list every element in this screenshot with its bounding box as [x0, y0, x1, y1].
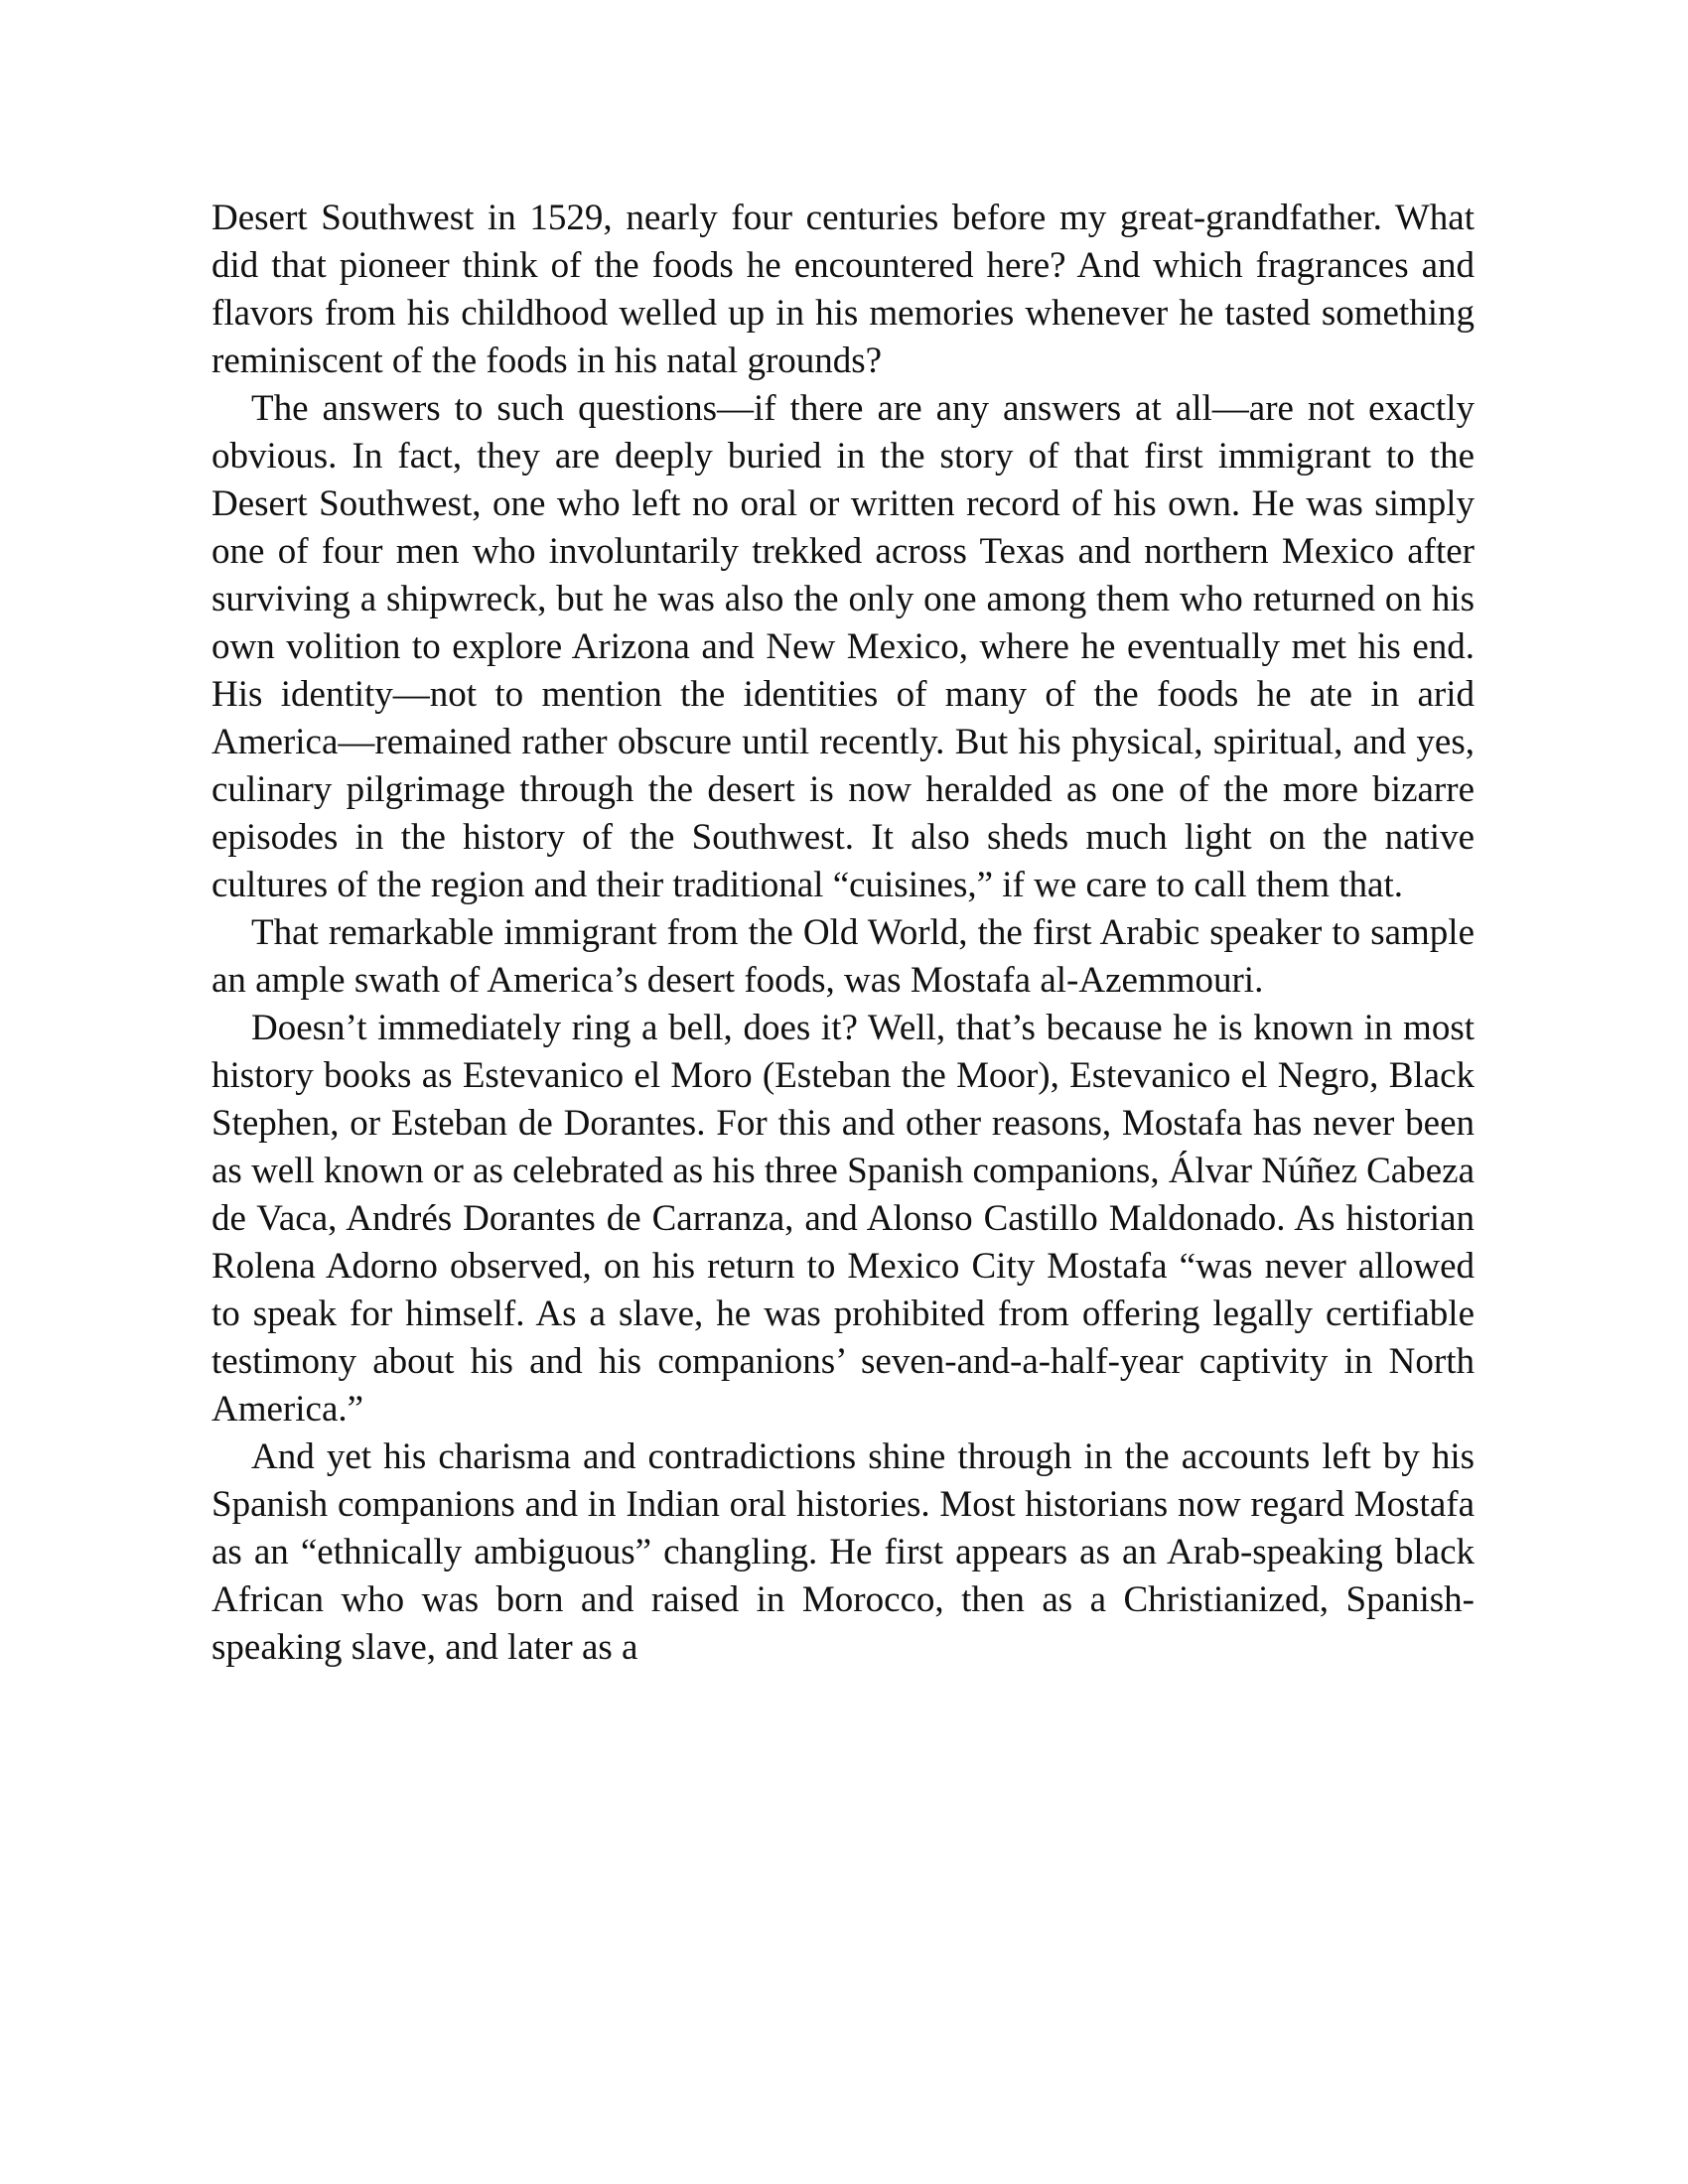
paragraph-5: And yet his charisma and contradictions shine through in the accounts left by his Spanish companions and in Indian oral histories. Most historians now regard Mostafa as an “ethnically ambiguous” changling. He first appears as an Arab-speaking black African who was born and raised in Morocco, then as a Christianized, Spanish-speaking slave, and later as a [211, 1436, 1475, 1668]
paragraph-4: Doesn’t immediately ring a bell, does it? Well, that’s because he is known in most history books as Estevanico el Moro (Esteban the Moor), Estevanico el Negro, Black Stephen, or Esteban de Dorantes. For this and other reasons, Mostafa has never been as well known or as celebrated as his three Spanish companions, Álvar Núñez Cabeza de Vaca, Andrés Dorantes de Carranza, and Alonso Castillo Maldonado. As historian Rolena Adorno observed, on his return to Mexico City Mostafa “was never allowed to speak for himself. As a slave, he was prohibited from offering legally certifiable testimony about his and his companions’ seven-and-a-half-year captivity in North America.” [211, 1008, 1475, 1430]
paragraph-2: The answers to such questions—if there are any answers at all—are not exactly obvious. In fact, they are deeply buried in the story of that first immigrant to the Desert Southwest, one who left no oral or written record of his own. He was simply one of four men who involuntarily trekked across Texas and northern Mexico after surviving a shipwreck, but he was also the only one among them who returned on his own volition to explore Arizona and New Mexico, where he eventually met his end. His identity—not to mention the identities of many of the foods he ate in arid America—remained rather obscure until recently. But his physical, spiritual, and yes, culinary pilgrimage through the desert is now heralded as one of the more bizarre episodes in the history of the Southwest. It also sheds much light on the native cultures of the region and their traditional “cuisines,” if we care to call them that. [211, 388, 1475, 905]
page-body [211, 195, 1475, 1672]
paragraph-1: Desert Southwest in 1529, nearly four centuries before my great-grandfather. What did that pioneer think of the foods he encountered here? And which fragrances and flavors from his childhood welled up in his memories whenever he tasted something reminiscent of the foods in his natal grounds? [211, 198, 1475, 381]
paragraph-3: That remarkable immigrant from the Old World, the first Arabic speaker to sample an ample swath of America’s desert foods, was Mostafa al-Azemmouri. [211, 912, 1475, 1001]
